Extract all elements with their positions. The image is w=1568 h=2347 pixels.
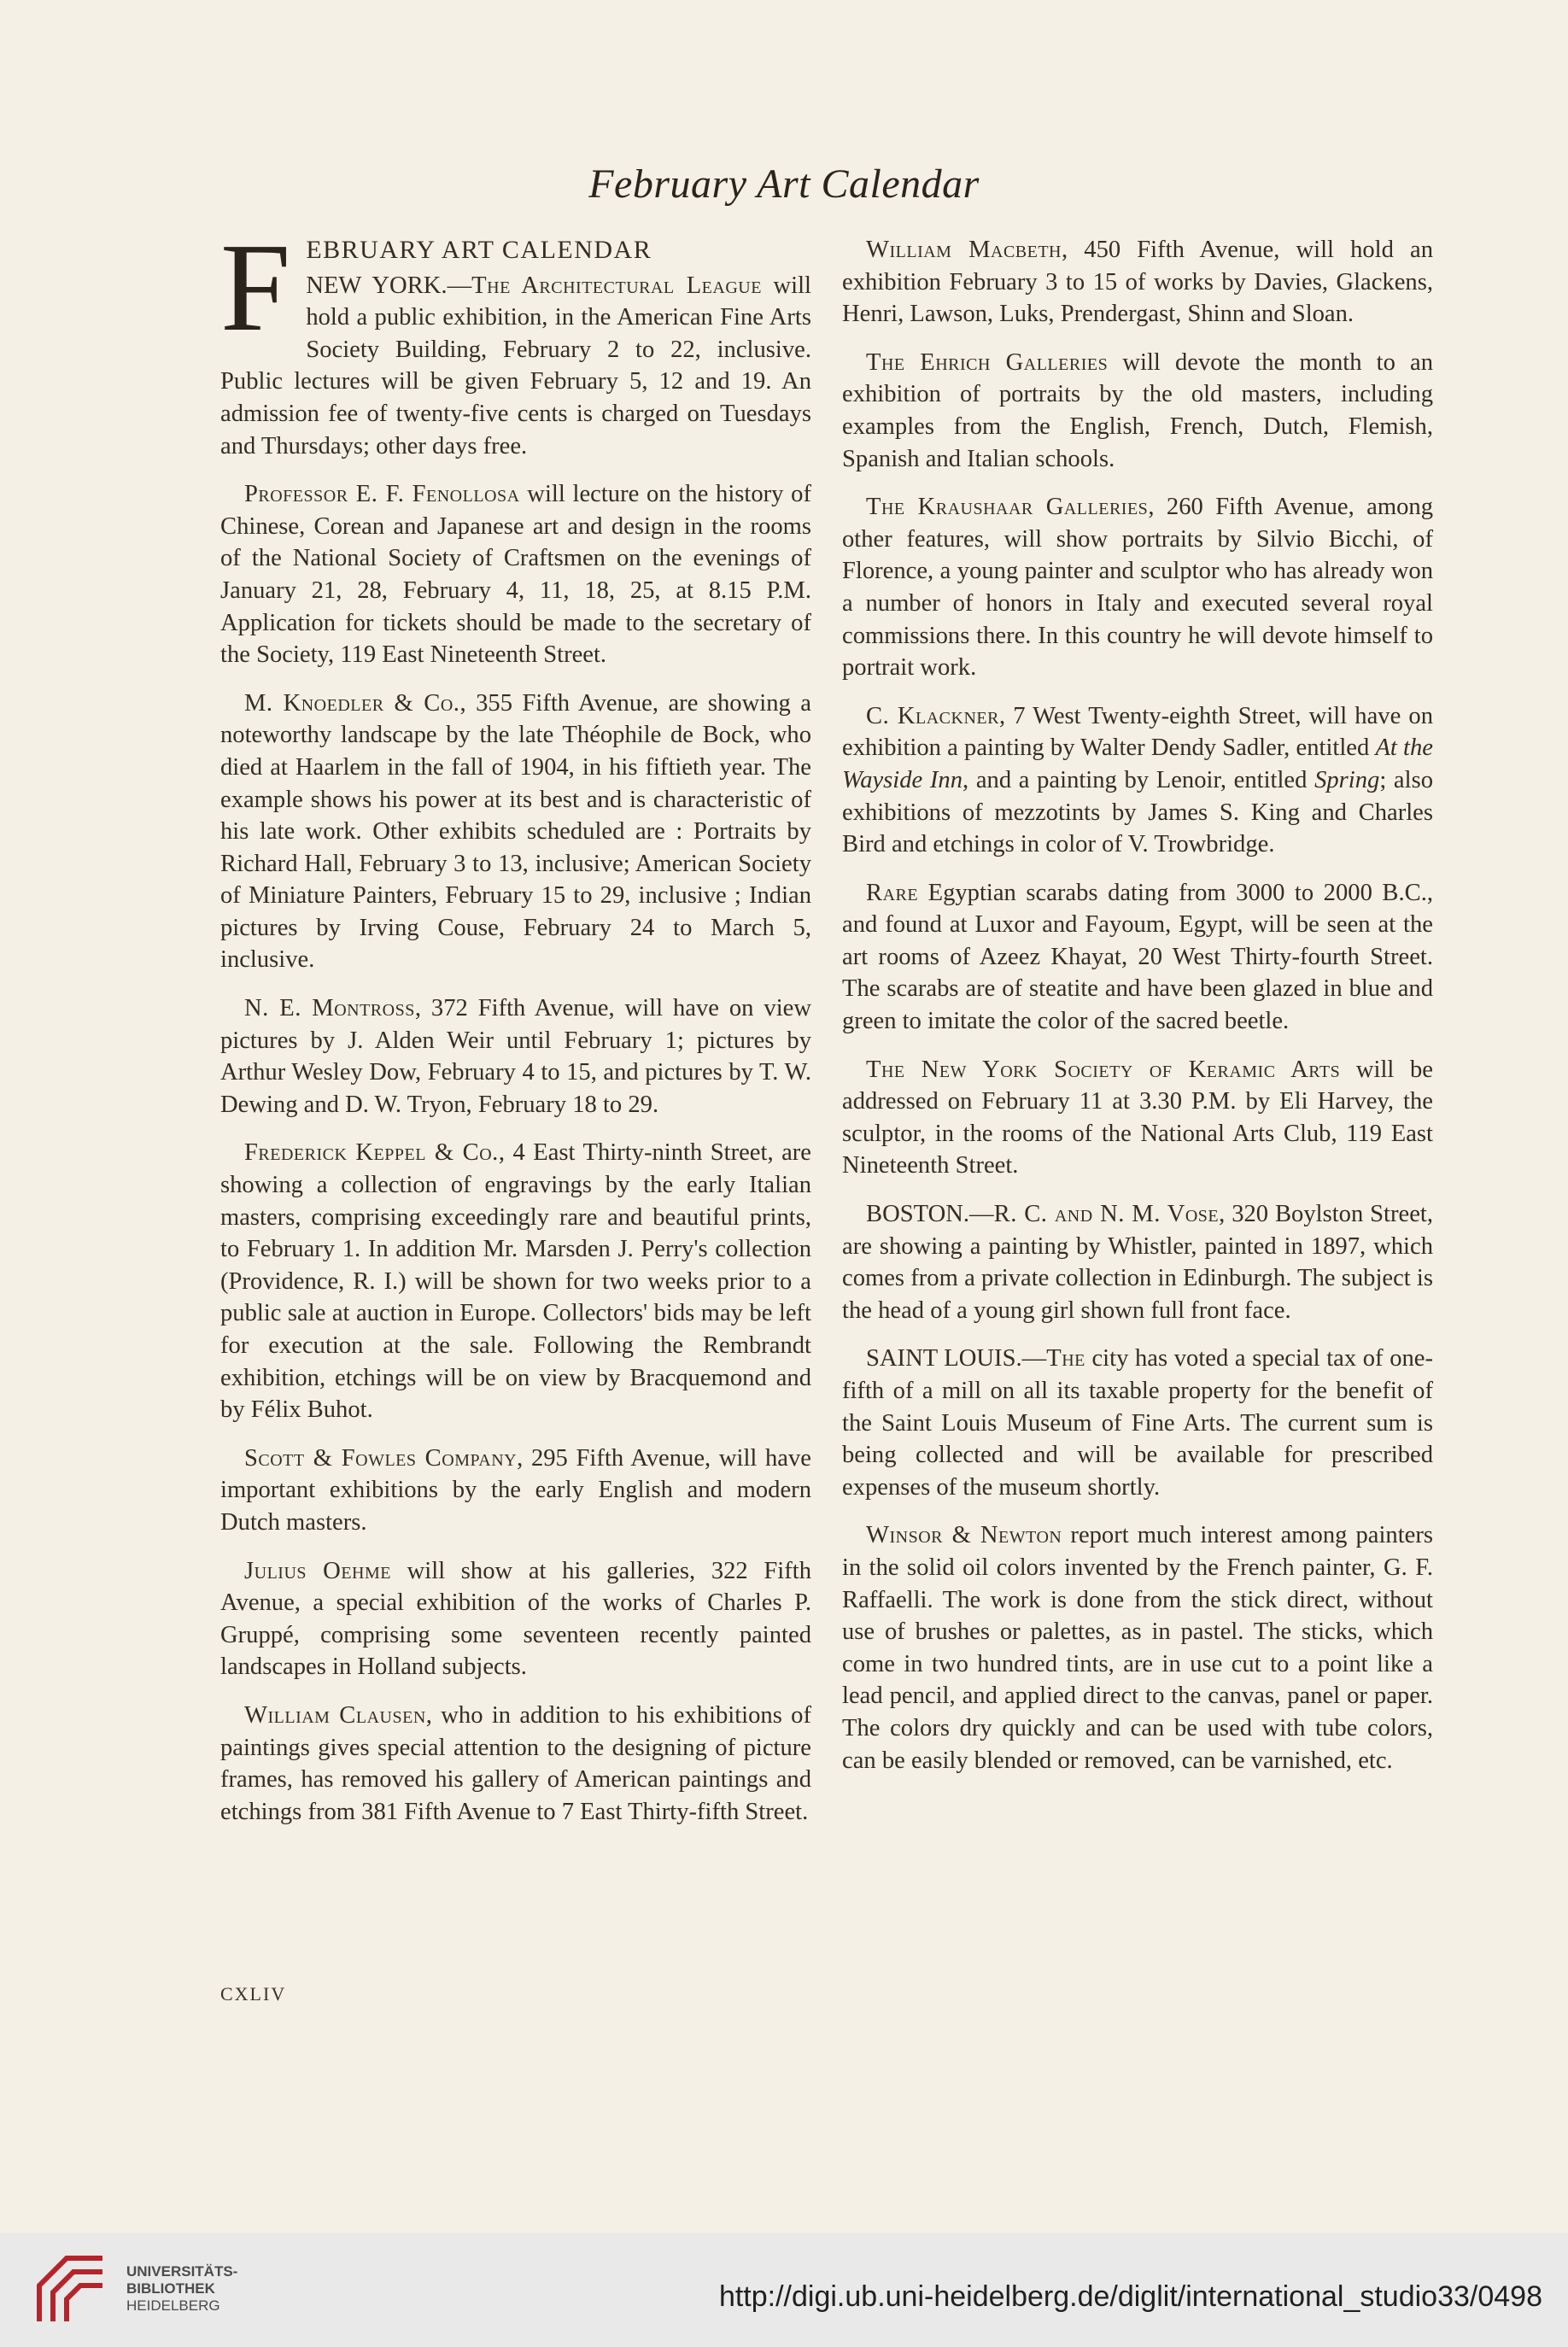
paragraph: C. Klackner, 7 West Twenty-eighth Street, will have on exhibition a painting by Walter Dendy Sadler, entitled At the Wayside Inn, and a painting by Lenoir, entitled Spring; also exhibitions of mezzotints by James S. King and Charles Bird and etchings in color of V. Trowbridge. <box>842 702 1433 858</box>
source-url-link[interactable]: http://digi.ub.uni-heidelberg.de/diglit/international_studio33/0498 <box>718 2280 1542 2313</box>
paragraph: Frederick Keppel & Co., 4 East Thirty-ninth Street, are showing a collection of engravings by the early Italian masters, comprising exceedingly rare and beautiful prints, to February 1. In addition Mr. Marsden J. Perry's collection (Providence, R. I.) will be shown for two weeks prior to a public sale at auction in Europe. Collectors' bids may be left for execution at the sale. Following the Rembrandt exhibition, etchings will be on view by Bracquemond and by Félix Buhot. <box>220 1139 811 1424</box>
right-column <box>842 234 1433 1793</box>
paragraph: Julius Oehme will show at his galleries, 322 Fifth Avenue, a special exhibition of the works of Charles P. Gruppé, comprising some seventeen recently painted landscapes in Holland subjects. <box>220 1557 811 1681</box>
paragraph: Professor E. F. Fenollosa will lecture on the history of Chinese, Corean and Japanese art and design in the rooms of the National Society of Craftsmen on the evenings of January 21, 28, February 4, 11, 18, 25, at 8.15 P.M. Application for tickets should be made to the secretary of the Society, 119 East Nineteenth Street. <box>220 481 811 669</box>
page-folio: CXLIV <box>220 1983 287 2005</box>
paragraph: Winsor & Newton report much interest among painters in the solid oil colors invented by the French painter, G. F. Raffaelli. The work is done from the stick direct, without use of brushes or palettes, as in pastel. The sticks, which come in two hundred tints, are in use cut to a point like a lead pencil, and applied direct to the canvas, panel or paper. The colors dry quickly and can be used with tube colors, can be easily blended or removed, can be varnished, etc. <box>842 1522 1433 1774</box>
paragraph: The New York Society of Keramic Arts will be addressed on February 11 at 3.30 P.M. by Eli Harvey, the sculptor, in the rooms of the National Arts Club, 119 East Nineteenth Street. <box>842 1056 1433 1179</box>
digitization-footer <box>0 2233 1568 2347</box>
paragraph: BOSTON.—R. C. and N. M. Vose, 320 Boylston Street, are showing a painting by Whistler, painted in 1897, which comes from a private collection in Edinburgh. The subject is the head of a young girl shown full front face. <box>842 1201 1433 1324</box>
paragraph: M. Knoedler & Co., 355 Fifth Avenue, are showing a noteworthy landscape by the late Théophile de Bock, who died at Haarlem in the fall of 1904, in his fiftieth year. The example shows his power at its best and is characteristic of his late work. Other exhibits scheduled are : Portraits by Richard Hall, February 3 to 13, inclusive; American Society of Miniature Painters, February 15 to 29, inclusive ; Indian pictures by Irving Couse, February 24 to March 5, inclusive. <box>220 689 811 974</box>
left-column <box>220 218 811 1844</box>
running-head: February Art Calendar <box>588 161 980 207</box>
paragraph: SAINT LOUIS.—The city has voted a special tax of one-fifth of a mill on all its taxable property for the benefit of the Saint Louis Museum of Fine Arts. The current sum is being collected and will be available for prescribed expenses of the museum shortly. <box>842 1345 1433 1501</box>
library-logo-icon <box>32 2251 109 2328</box>
paragraph: William Clausen, who in addition to his exhibitions of paintings gives special attention to the designing of picture frames, has removed his gallery of American paintings and etchings from 381 Fifth Avenue to 7 East Thirty-fifth Street. <box>220 1701 811 1825</box>
paragraph: William Macbeth, 450 Fifth Avenue, will hold an exhibition February 3 to 15 of works by Davies, Glackens, Henri, Lawson, Luks, Prendergast, Shinn and Sloan. <box>842 237 1434 328</box>
article-heading: EBRUARY ART CALENDAR <box>306 236 652 264</box>
paragraph: N. E. Montross, 372 Fifth Avenue, will have on view pictures by J. Alden Weir until February 1; pictures by Arthur Wesley Dow, February 4 to 15, and pictures by T. W. Dewing and D. W. Tryon, February 18 to 29. <box>220 995 811 1118</box>
library-name: UNIVERSITÄTS- BIBLIOTHEK HEIDELBERG <box>126 2263 238 2314</box>
paragraph: Scott & Fowles Company, 295 Fifth Avenue, will have important exhibitions by the early English and modern Dutch masters. <box>220 1444 811 1536</box>
opening-paragraph <box>220 218 811 462</box>
paragraph: NEW YORK.—The Architectural League will hold a public exhibition, in the American Fine Arts Society Building, February 2 to 22, inclusive. Public lectures will be given February 5, 12 and 19. An admission fee of twenty-five cents is charged on Tuesdays and Thursdays; other days free. <box>220 272 811 459</box>
paragraph: The Ehrich Galleries will devote the month to an exhibition of portraits by the old masters, including examples from the English, French, Dutch, Flemish, Spanish and Italian schools. <box>842 348 1434 472</box>
drop-cap: F <box>220 218 291 358</box>
paragraph: Rare Egyptian scarabs dating from 3000 to 2000 B.C., and found at Luxor and Fayoum, Egypt, will be seen at the art rooms of Azeez Khayat, 20 West Thirty-fourth Street. The scarabs are of steatite and have been glazed in blue and green to imitate the color of the sacred beetle. <box>842 879 1433 1035</box>
paragraph: The Kraushaar Galleries, 260 Fifth Avenue, among other features, will show portraits by Silvio Bicchi, of Florence, a young painter and sculptor who has already won a number of honors in Italy and executed several royal commissions there. In this country he will devote himself to portrait work. <box>842 494 1433 682</box>
